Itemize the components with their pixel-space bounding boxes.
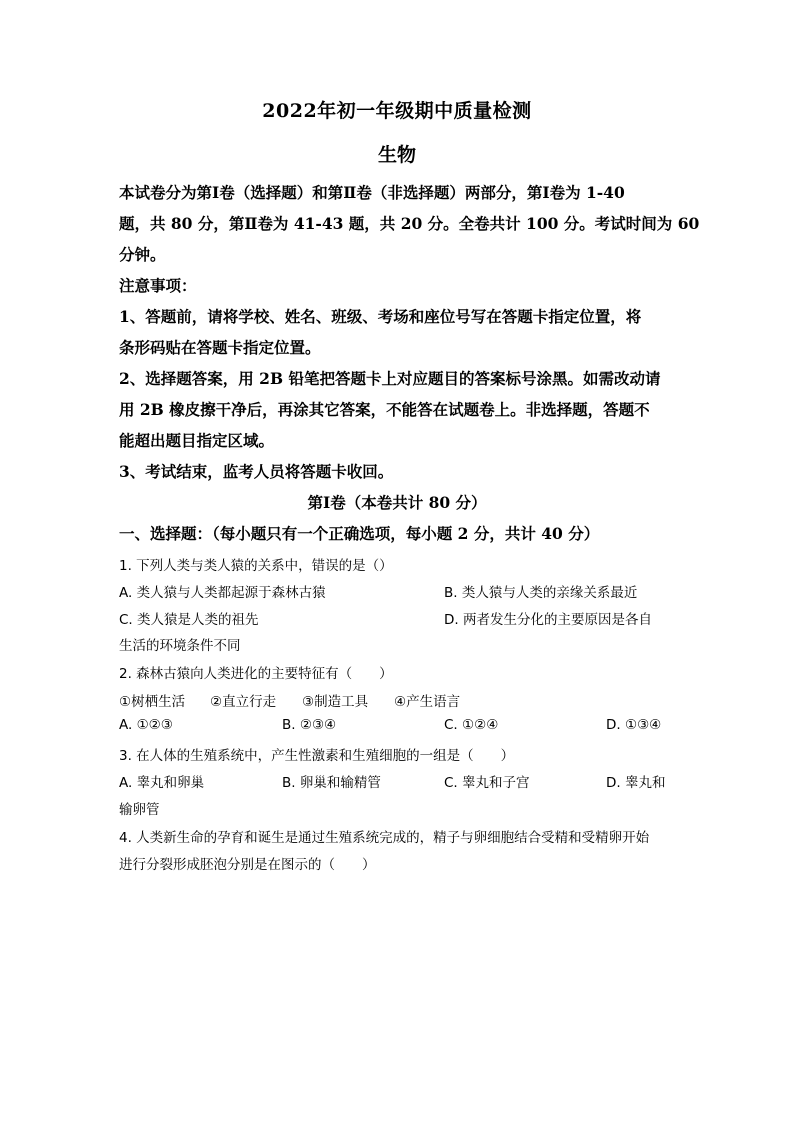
question-2-item-3: ③制造工具 [302,694,369,710]
question-3-option-a: A. 睾丸和卵巢 [119,775,205,791]
exam-subject: 生物 [377,144,416,166]
intro-line-3: 分钟。 [119,245,166,264]
notes-line-2: 条形码贴在答题卡指定位置。 [119,338,321,357]
intro-line-1: 本试卷分为第Ⅰ卷（选择题）和第Ⅱ卷（非选择题）两部分，第Ⅰ卷为 1-40 [119,183,625,202]
question-2-stem: 2. 森林古猿向人类进化的主要特征有（ ） [119,666,393,682]
question-3-option-b: B. 卵巢和输精管 [282,775,381,791]
intro-line-2: 题，共 80 分，第Ⅱ卷为 41-43 题，共 20 分。全卷共计 100 分。考试时间为 60 [119,214,700,233]
question-1-option-c: C. 类人猿是人类的祖先 [119,612,259,628]
notes-line-5: 能超出题目指定区域。 [119,431,275,450]
question-1-stem: 1. 下列人类与类人猿的关系中，错误的是（） [119,558,393,574]
question-1-option-b: B. 类人猿与人类的亲缘关系最近 [444,585,638,601]
question-4-stem-continued: 进行分裂形成胚泡分别是在图示的（ ） [119,857,376,873]
question-4-stem: 4. 人类新生命的孕育和诞生是通过生殖系统完成的，精子与卵细胞结合受精和受精卵开始 [119,830,650,846]
question-1-option-a: A. 类人猿与人类都起源于森林古猿 [119,585,326,601]
question-1-option-d-continued: 生活的环境条件不同 [119,638,241,654]
exam-title: 2022年初一年级期中质量检测 [262,100,532,122]
notes-line-3: 2、选择题答案，用 2B 铅笔把答题卡上对应题目的答案标号涂黑。如需改动请 [119,369,661,388]
question-2-item-2: ②直立行走 [210,694,277,710]
question-3-option-d-continued: 输卵管 [119,802,160,818]
section-heading: 一、选择题：（每小题只有一个正确选项，每小题 2 分，共计 40 分） [119,524,600,543]
notes-line-4: 用 2B 橡皮擦干净后，再涂其它答案，不能答在试题卷上。非选择题，答题不 [119,400,650,419]
question-2-option-a: A. ①②③ [119,717,173,733]
question-3-stem: 3. 在人体的生殖系统中，产生性激素和生殖细胞的一组是（ ） [119,748,515,764]
question-2-option-d: D. ①③④ [606,717,662,733]
notes-heading: 注意事项： [119,276,197,295]
notes-line-1: 1、答题前，请将学校、姓名、班级、考场和座位号写在答题卡指定位置，将 [119,307,642,326]
question-2-option-b: B. ②③④ [282,717,337,733]
question-1-option-d: D. 两者发生分化的主要原因是各自 [444,612,652,628]
notes-line-6: 3、考试结束，监考人员将答题卡收回。 [119,462,394,481]
question-2-item-4: ④产生语言 [394,694,461,710]
part1-heading: 第Ⅰ卷（本卷共计 80 分） [307,493,487,512]
question-2-option-c: C. ①②④ [444,717,499,733]
question-3-option-c: C. 睾丸和子宫 [444,775,530,791]
question-2-item-1: ①树栖生活 [119,694,186,710]
question-3-option-d: D. 睾丸和 [606,775,666,791]
